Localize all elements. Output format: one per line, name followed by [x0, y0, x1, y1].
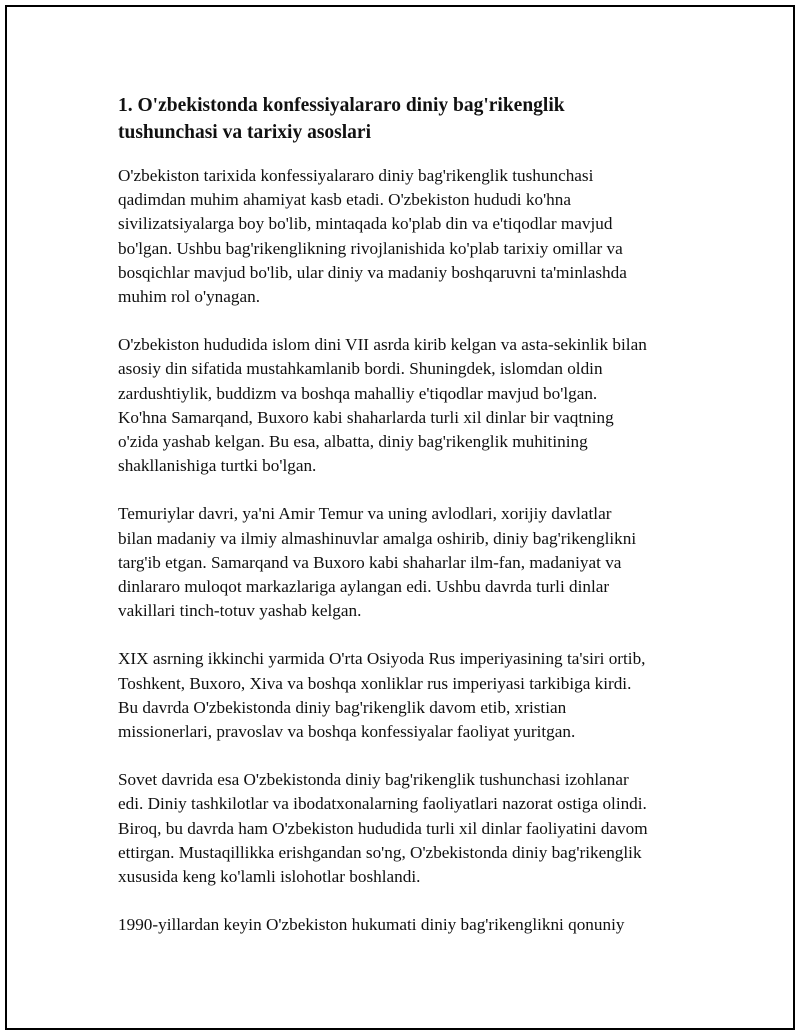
paragraph-5: Sovet davrida esa O'zbekistonda diniy bag'rikenglik tushunchasi izohlanar edi. Diniy tashkilotlar va ibodatxonalarning faoliyatlari nazorat ostiga olindi. Biroq, bu davrda ham O'zbekiston hududida turli xil dinlar faoliyatini davom ettirgan. Mustaqillikka erishgandan so'ng, O'zbekistonda diniy bag'rikenglik xususida keng ko'lamli islohotlar boshlandi. [118, 770, 648, 887]
paragraph-6: 1990-yillardan keyin O'zbekiston hukumati diniy bag'rikenglikni qonuniy [118, 915, 625, 935]
paragraph-4: XIX asrning ikkinchi yarmida O'rta Osiyoda Rus imperiyasining ta'siri ortib, Toshkent, Buxoro, Xiva va boshqa xonliklar rus imperiyasi tarkibiga kirdi. Bu davrda O'zbekistonda diniy bag'rikenglik davom etib, xristian missionerlari, pravoslav va boshqa konfessiyalar faoliyat yuritgan. [118, 649, 646, 742]
paragraph-3: Temuriylar davri, ya'ni Amir Temur va uning avlodlari, xorijiy davlatlar bilan madaniy va ilmiy almashinuvlar amalga oshirib, diniy bag'rikenglikni targ'ib etgan. Samarqand va Buxoro kabi shaharlar ilm-fan, madaniyat va dinlararo muloqot markazlariga aylangan edi. Ushbu davrda turli dinlar vakillari tinch-totuv yashab kelgan. [118, 504, 637, 621]
paragraph-2: O'zbekiston hududida islom dini VII asrda kirib kelgan va asta-sekinlik bilan asosiy din sifatida mustahkamlanib bordi. Shuningdek, islomdan oldin zardushtiylik, buddizm va boshqa mahalliy e'tiqodlar mavjud bo'lgan. Ko'hna Samarqand, Buxoro kabi shaharlarda turli xil dinlar bir vaqtning o'zida yashab kelgan. Bu esa, albatta, diniy bag'rikenglik muhitining shakllanishiga turtki bo'lgan. [118, 335, 647, 476]
section-heading: 1. O'zbekistonda konfessiyalararo diniy bag'rikenglik tushunchasi va tarixiy asoslari [118, 95, 565, 143]
document-body [118, 92, 698, 961]
paragraph-1: O'zbekiston tarixida konfessiyalararo diniy bag'rikenglik tushunchasi qadimdan muhim ahamiyat kasb etadi. O'zbekiston hududi ko'hna sivilizatsiyalarga boy bo'lib, mintaqada ko'plab din va e'tiqodlar mavjud bo'lgan. Ushbu bag'rikenglikning rivojlanishida ko'plab tarixiy omillar va bosqichlar mavjud bo'lib, ular diniy va madaniy boshqaruvni ta'minlashda muhim rol o'ynagan. [118, 166, 627, 307]
